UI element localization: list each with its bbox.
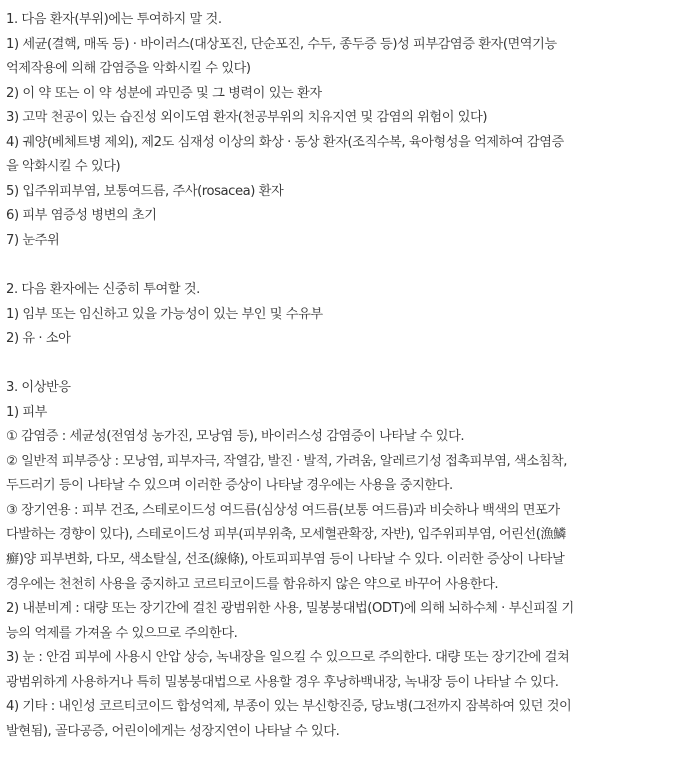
blank-line bbox=[6, 253, 683, 278]
blank-line bbox=[6, 352, 683, 377]
adverse-endocrine-cont: 능의 억제를 가져올 수 있으므로 주의한다. bbox=[6, 625, 238, 641]
adverse-eye-cont: 광범위하게 사용하거나 특히 밀봉붕대법으로 사용할 경우 후낭하백내장, 녹내장 등이 나타날 수 있다. bbox=[6, 674, 559, 690]
contraindication-item-4: 4) 궤양(베체트병 제외), 제2도 심재성 이상의 화상 · 동상 환자(조직수복, 육아형성을 억제하여 감염증 bbox=[6, 134, 564, 150]
section-3-heading: 3. 이상반응 bbox=[6, 380, 71, 396]
contraindication-item-1-cont: 억제작용에 의해 감염증을 악화시킬 수 있다) bbox=[6, 61, 251, 77]
adverse-eye: 3) 눈 : 안검 피부에 사용시 안압 상승, 녹내장을 일으킬 수 있으므로 주의한다. 대량 또는 장기간에 걸쳐 bbox=[6, 650, 570, 666]
adverse-skin-infection: ① 감염증 : 세균성(전염성 농가진, 모낭염 등), 바이러스성 감염증이 나타날 수 있다. bbox=[6, 429, 465, 445]
contraindication-item-5: 5) 입주위피부염, 보통여드름, 주사(rosacea) 환자 bbox=[6, 183, 284, 199]
adverse-skin-longterm: ③ 장기연용 : 피부 건조, 스테로이드성 여드름(심상성 여드름(보통 여드름)과 비슷하나 백색의 면포가 bbox=[6, 502, 560, 518]
adverse-skin-general-cont: 두드러기 등이 나타날 수 있으며 이러한 증상이 나타날 경우에는 사용을 중지한다. bbox=[6, 478, 453, 494]
adverse-skin-general: ② 일반적 피부증상 : 모낭염, 피부자극, 작열감, 발진 · 발적, 가려움, 알레르기성 접촉피부염, 색소침착, bbox=[6, 453, 567, 469]
contraindication-item-6: 6) 피부 염증성 병변의 초기 bbox=[6, 208, 157, 224]
section-1-heading: 1. 다음 환자(부위)에는 투여하지 말 것. bbox=[6, 12, 222, 27]
caution-item-2: 2) 유 · 소아 bbox=[6, 331, 71, 347]
adverse-skin-longterm-cont-2: 癬)양 피부변화, 다모, 색소탈실, 선조(線條), 아토피피부염 등이 나타날 수 있다. 이러한 증상이 나타날 bbox=[6, 552, 565, 568]
adverse-skin-heading: 1) 피부 bbox=[6, 404, 47, 420]
adverse-endocrine: 2) 내분비계 : 대량 또는 장기간에 걸친 광범위한 사용, 밀봉붕대법(ODT)에 의해 뇌하수체 · 부신피질 기 bbox=[6, 601, 574, 617]
contraindication-item-1: 1) 세균(결핵, 매독 등) · 바이러스(대상포진, 단순포진, 수두, 종두증 등)성 피부감염증 환자(면역기능 bbox=[6, 36, 557, 52]
contraindication-item-7: 7) 눈주위 bbox=[6, 232, 60, 248]
contraindication-item-3: 3) 고막 천공이 있는 습진성 외이도염 환자(천공부위의 치유지연 및 감염의 위험이 있다) bbox=[6, 110, 488, 126]
adverse-skin-longterm-cont-3: 경우에는 천천히 사용을 중지하고 코르티코이드를 함유하지 않은 약으로 바꾸어 사용한다. bbox=[6, 576, 499, 592]
contraindication-item-4-cont: 을 악화시킬 수 있다) bbox=[6, 159, 121, 175]
section-2-heading: 2. 다음 환자에는 신중히 투여할 것. bbox=[6, 282, 200, 298]
contraindication-item-2: 2) 이 약 또는 이 약 성분에 과민증 및 그 병력이 있는 환자 bbox=[6, 85, 322, 101]
adverse-skin-longterm-cont-1: 다발하는 경향이 있다), 스테로이드성 피부(피부위축, 모세혈관확장, 자반), 입주위피부염, 어린선(漁鱗 bbox=[6, 527, 566, 543]
adverse-other: 4) 기타 : 내인성 코르티코이드 합성억제, 부종이 있는 부신항진증, 당뇨병(그전까지 잠복하여 있던 것이 bbox=[6, 699, 572, 715]
caution-item-1: 1) 임부 또는 임신하고 있을 가능성이 있는 부인 및 수유부 bbox=[6, 306, 323, 322]
adverse-other-cont: 발현됨), 골다공증, 어린이에게는 성장지연이 나타날 수 있다. bbox=[6, 723, 340, 739]
